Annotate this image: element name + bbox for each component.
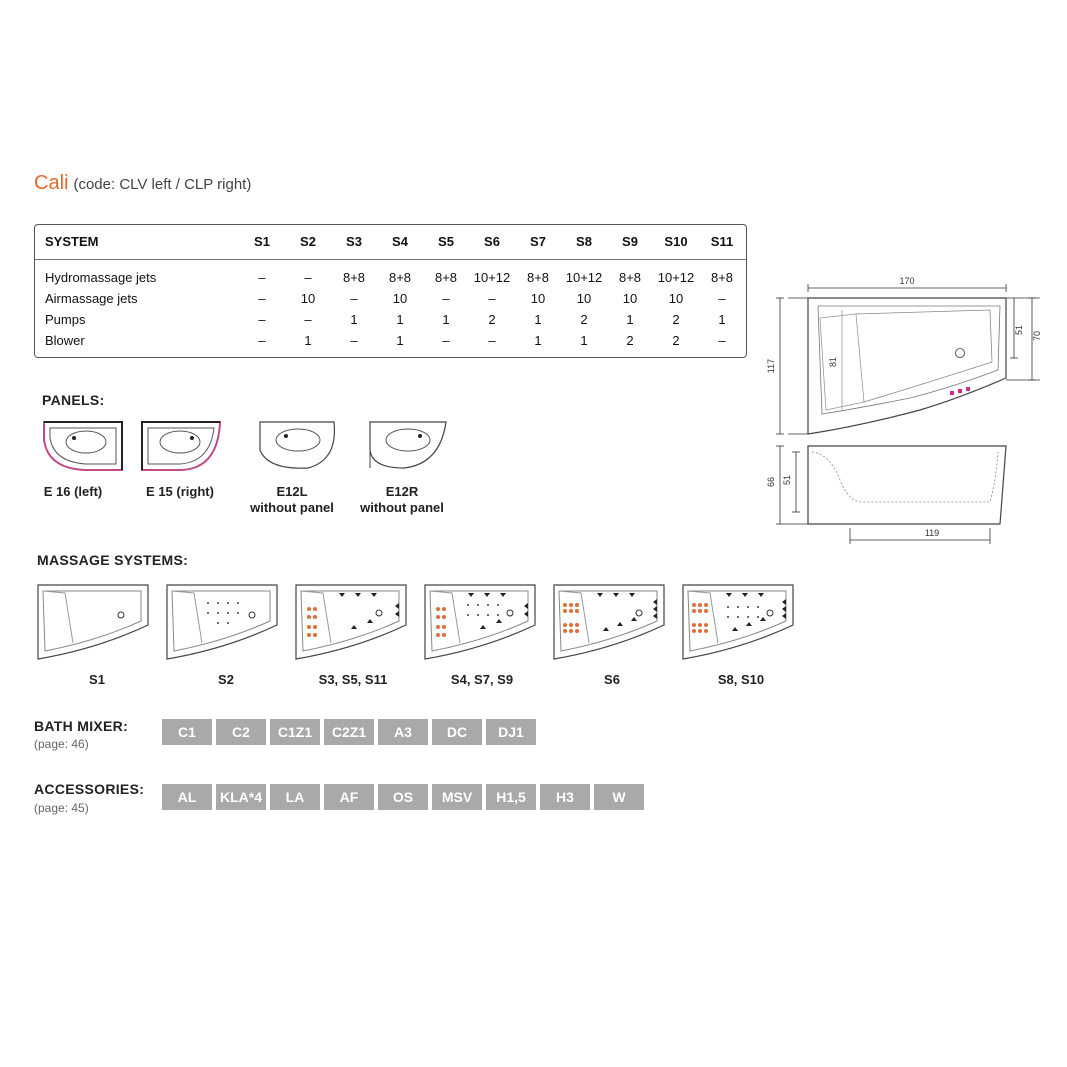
panel-e16-name: E 16 (left) (43, 484, 103, 499)
mixer-option-chip: A3 (378, 719, 428, 745)
spec-cell: 2 (488, 312, 496, 327)
header-s7: S7 (530, 234, 546, 249)
massage-system-s3-drawing (295, 583, 407, 661)
spec-cell: 10+12 (565, 270, 603, 285)
spec-cell: – (442, 291, 450, 306)
spec-cell: – (350, 291, 358, 306)
accessory-option-chip: MSV (432, 784, 482, 810)
massage-system-s8-drawing (682, 583, 794, 661)
spec-row-label: Airmassage jets (45, 291, 138, 306)
spec-table-header (35, 225, 746, 260)
spec-cell: 8+8 (342, 270, 366, 285)
panel-e15-right-drawing (140, 420, 226, 478)
header-system-label: SYSTEM (45, 234, 99, 249)
spec-cell: 8+8 (388, 270, 412, 285)
mixer-option-chip: C1 (162, 719, 212, 745)
massage-system-s1-drawing (37, 583, 149, 661)
spec-cell: – (258, 291, 266, 306)
spec-cell: – (442, 333, 450, 348)
panel-e15-name: E 15 (right) (146, 484, 214, 499)
spec-cell: 2 (672, 312, 680, 327)
bath-mixer-page-ref: (page: 46) (34, 737, 89, 751)
panel-caption-e15 (125, 484, 235, 500)
header-s4: S4 (392, 234, 408, 249)
spec-cell: – (488, 291, 496, 306)
spec-cell: – (258, 270, 266, 285)
spec-cell: 2 (580, 312, 588, 327)
accessory-option-chip: AL (162, 784, 212, 810)
spec-cell: 8+8 (618, 270, 642, 285)
panel-e12r-name: E12R (385, 484, 419, 499)
accessory-option-chip: H1,5 (486, 784, 536, 810)
mixer-option-chip: C2 (216, 719, 266, 745)
header-s11: S11 (710, 234, 734, 249)
spec-cell: 1 (534, 333, 542, 348)
dim-depth: 117 (766, 358, 776, 374)
massage-caption-s3-s5-s11: S3, S5, S11 (318, 672, 388, 687)
spec-cell: 10 (576, 291, 592, 306)
dim-height-inner: 51 (782, 474, 792, 486)
massage-caption-s6: S6 (604, 672, 620, 687)
spec-cell: – (258, 333, 266, 348)
spec-cell: 10 (300, 291, 316, 306)
panel-caption-e12l (237, 484, 347, 516)
spec-table (34, 224, 747, 358)
spec-cell: – (718, 291, 726, 306)
header-s2: S2 (300, 234, 316, 249)
massage-system-s6-drawing (553, 583, 665, 661)
massage-system-s2-drawing (166, 583, 278, 661)
massage-systems-label: MASSAGE SYSTEMS: (37, 552, 189, 568)
spec-cell: 1 (396, 312, 404, 327)
header-s3: S3 (346, 234, 362, 249)
accessories-page-ref: (page: 45) (34, 801, 89, 815)
accessory-option-chip: W (594, 784, 644, 810)
header-s9: S9 (622, 234, 638, 249)
mixer-option-chip: DC (432, 719, 482, 745)
dim-right-inner: 51 (1014, 324, 1024, 336)
spec-cell: 1 (580, 333, 588, 348)
header-s5: S5 (438, 234, 454, 249)
panel-e12l-name: E12L (276, 484, 308, 499)
spec-cell: 8+8 (710, 270, 734, 285)
panel-e16-left-drawing (40, 420, 126, 478)
spec-cell: 1 (626, 312, 634, 327)
accessory-option-chip: H3 (540, 784, 590, 810)
spec-cell: 1 (396, 333, 404, 348)
spec-cell: 10+12 (473, 270, 511, 285)
spec-cell: – (718, 333, 726, 348)
massage-caption-s1: S1 (89, 672, 105, 687)
dim-width: 170 (899, 276, 915, 286)
spec-cell: 2 (626, 333, 634, 348)
spec-cell: 10 (392, 291, 408, 306)
panels-label: PANELS: (42, 392, 105, 408)
header-s8: S8 (576, 234, 592, 249)
product-code: (code: CLV left / CLP right) (73, 176, 252, 193)
mixer-option-chip: C1Z1 (270, 719, 320, 745)
accessories-label: ACCESSORIES: (34, 781, 145, 797)
mixer-option-chip: C2Z1 (324, 719, 374, 745)
spec-cell: 1 (350, 312, 358, 327)
spec-cell: 1 (718, 312, 726, 327)
spec-cell: – (304, 270, 312, 285)
massage-system-s4-drawing (424, 583, 536, 661)
panel-e12l-note: without panel (250, 500, 334, 515)
spec-cell: 10 (530, 291, 546, 306)
spec-cell: 1 (304, 333, 312, 348)
spec-cell: 8+8 (526, 270, 550, 285)
panel-e12r-drawing (368, 420, 454, 478)
panel-caption-e12r (347, 484, 457, 516)
massage-caption-s2: S2 (218, 672, 234, 687)
spec-cell: 2 (672, 333, 680, 348)
dim-right-outer: 70 (1032, 330, 1042, 342)
massage-caption-s8-s10: S8, S10 (717, 672, 765, 687)
header-s6: S6 (484, 234, 500, 249)
spec-cell: – (258, 312, 266, 327)
spec-cell: 10 (622, 291, 638, 306)
header-s1: S1 (254, 234, 270, 249)
spec-cell: 1 (534, 312, 542, 327)
dim-inner-left: 81 (828, 356, 838, 368)
accessory-option-chip: KLA*4 (216, 784, 266, 810)
product-name: Cali (34, 172, 69, 194)
accessory-option-chip: LA (270, 784, 320, 810)
spec-cell: 8+8 (434, 270, 458, 285)
panel-e12r-note: without panel (360, 500, 444, 515)
product-title (34, 172, 251, 195)
spec-row-label: Pumps (45, 312, 86, 327)
spec-cell: 10 (668, 291, 684, 306)
spec-cell: – (350, 333, 358, 348)
spec-row-label: Hydromassage jets (45, 270, 157, 285)
panel-caption-e16 (18, 484, 128, 500)
mixer-option-chip: DJ1 (486, 719, 536, 745)
spec-row-label: Blower (45, 333, 85, 348)
spec-cell: – (488, 333, 496, 348)
spec-cell: 10+12 (657, 270, 695, 285)
panel-e12l-drawing (258, 420, 344, 478)
massage-caption-s4-s7-s9: S4, S7, S9 (450, 672, 514, 687)
dim-height-outer: 66 (766, 476, 776, 488)
accessory-option-chip: OS (378, 784, 428, 810)
header-s10: S10 (664, 234, 688, 249)
spec-cell: – (304, 312, 312, 327)
spec-cell: 1 (442, 312, 450, 327)
bath-mixer-label: BATH MIXER: (34, 718, 129, 734)
side-view-drawing (760, 440, 1050, 550)
top-view-drawing (760, 270, 1050, 450)
dim-bottom-length: 119 (924, 528, 940, 538)
accessory-option-chip: AF (324, 784, 374, 810)
